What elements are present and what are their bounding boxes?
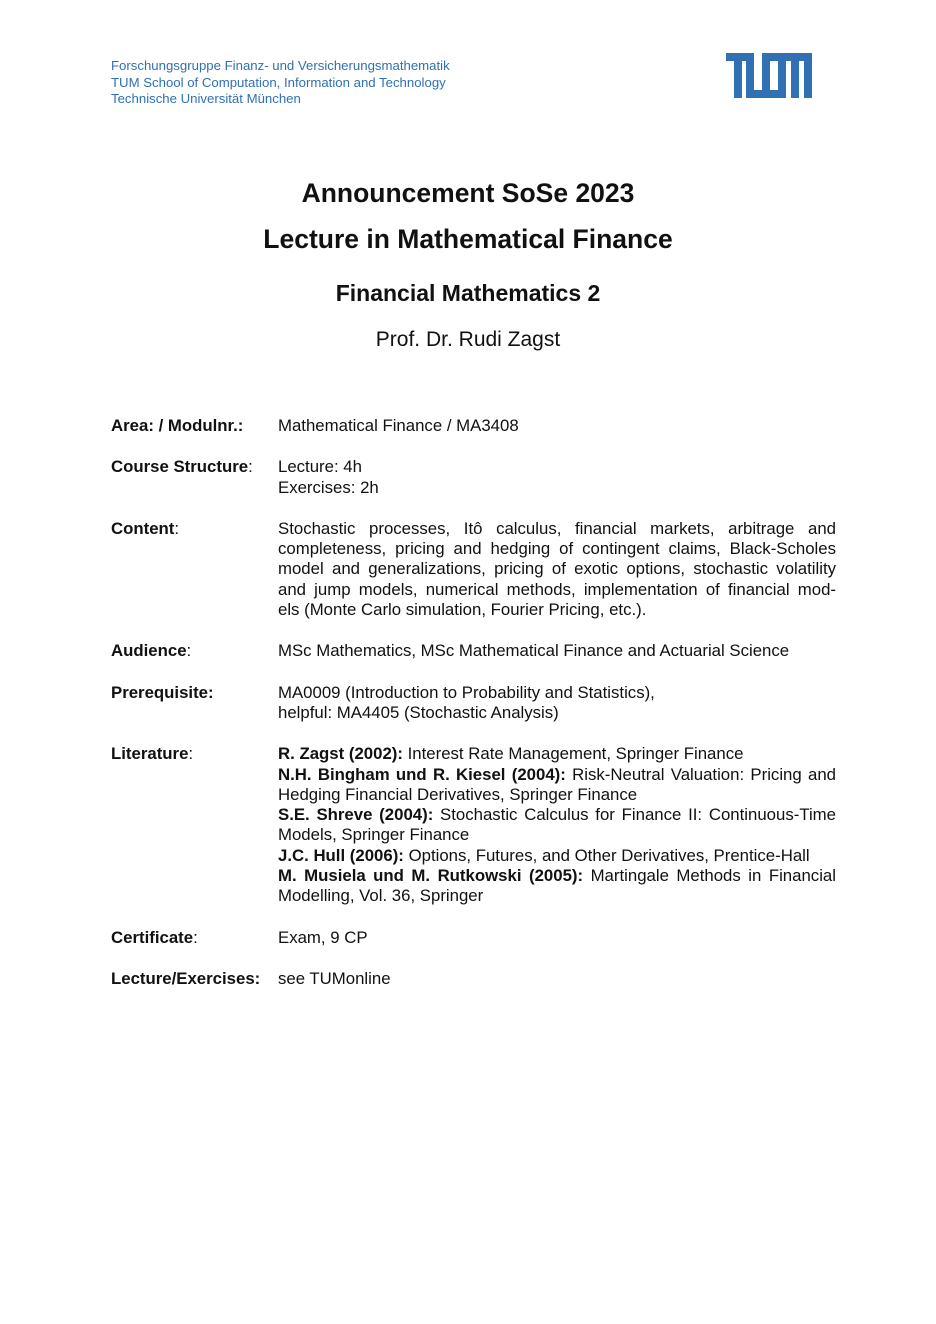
lecture-exercises-label: Lecture/Exercises: (111, 968, 261, 988)
literature-item: J.C. Hull (2006): Options, Futures, and Other Derivatives, Prentice-Hall (278, 845, 810, 865)
prerequisite-label: Prerequisite: (111, 682, 214, 702)
lecture-title: Lecture in Mathematical Finance (263, 224, 673, 254)
audience-value: MSc Mathematics, MSc Mathematical Finance and Actuarial Science (278, 641, 790, 661)
university-name: Technische Universität München (111, 91, 301, 106)
audience-row: Audience: MSc Mathematics, MSc Mathematical Finance and Actuarial Science (111, 641, 836, 661)
structure-lecture: Lecture: 4h (278, 457, 362, 477)
prerequisite-row (111, 683, 836, 724)
literature-item: R. Zagst (2002): Interest Rate Management, Springer Finance (278, 744, 744, 764)
course-title: Financial Mathematics 2 (335, 280, 601, 306)
prerequisite-helpful: helpful: MA4405 (Stochastic Analysis) (278, 702, 559, 722)
tum-logo (726, 53, 812, 98)
structure-label: Course Structure (111, 457, 249, 477)
area-label: Area: / Modulnr.: (111, 416, 244, 435)
literature-list (278, 744, 836, 906)
structure-row: Course Structure: Lecture: 4h Exercises: 2h (111, 457, 836, 498)
audience-label: Audience (111, 641, 187, 661)
area-row (111, 416, 836, 436)
certificate-row: Certificate: Exam, 9 CP (111, 928, 836, 948)
literature-label: Literature (111, 744, 189, 764)
content-value: Stochastic processes, Itô calculus, financial markets, arbitrage and completeness, pricing and hedging of contingent claims, Black-Scholes model and generalizations, pricing of exotic options, stochastic volatility and jump models, numerical methods, implementation of financial mod- els (Monte Carlo simulation, Fourier Pricing, etc.). (278, 518, 836, 620)
area-value: Mathematical Finance / MA3408 (278, 416, 519, 435)
announcement-title: Announcement SoSe 2023 (301, 178, 635, 208)
professor-name: Prof. Dr. Rudi Zagst (375, 328, 561, 351)
school-name: TUM School of Computation, Information and Technology (111, 74, 446, 90)
lecture-exercises-row (111, 969, 836, 989)
research-group-name: Forschungsgruppe Finanz- und Versicherungsmathematik (111, 58, 450, 73)
literature-item: M. Musiela und M. Rutkowski (2005): Martingale Methods in Financial Modelling, Vol. 36, Springer (278, 866, 836, 906)
lecture-exercises-value: see TUMonline (278, 968, 391, 988)
content-label: Content (111, 518, 175, 538)
certificate-value: Exam, 9 CP (278, 927, 368, 947)
certificate-label: Certificate (111, 927, 194, 947)
prerequisite-required: MA0009 (Introduction to Probability and Statistics), (278, 682, 655, 702)
course-info (111, 416, 836, 1010)
institute-header (111, 58, 450, 108)
content-row: Content: Stochastic processes, Itô calculus, financial markets, arbitrage and completeness, pricing and hedging of contingent claims, Black-Scholes model and generalizations, pricing of exotic options, stochastic volatility and jump models, numerical methods, implementation of financial mod- els (Monte Carlo simulation, Fourier Pricing, etc.). (111, 518, 836, 620)
structure-exercises: Exercises: 2h (278, 477, 379, 497)
literature-item: S.E. Shreve (2004): Stochastic Calculus for Finance II: Continuous-Time Models, Springer Finance (278, 805, 836, 845)
literature-item: N.H. Bingham und R. Kiesel (2004): Risk-Neutral Valuation: Pricing and Hedging Financial Derivatives, Springer Finance (278, 764, 837, 804)
literature-row: Literature: R. Zagst (2002): Interest Rate Management, Springer Finance N.H. Bingham und R. Kiesel (2004): Risk-Neutral Valuation: Pricing and Hedging Financial Derivatives, Springer Finance S.E. Shreve (2004): Stochastic Calculus for Finance II: Continuous-Time Models, Springer Finance J.C. Hull (2006): Options, Futures, and Other Derivatives, Prentice-Hall M. Musiela und M. Rutkowski (2005): Martingale Methods in Financial Modelling, Vol. 36, Springer (111, 744, 837, 906)
